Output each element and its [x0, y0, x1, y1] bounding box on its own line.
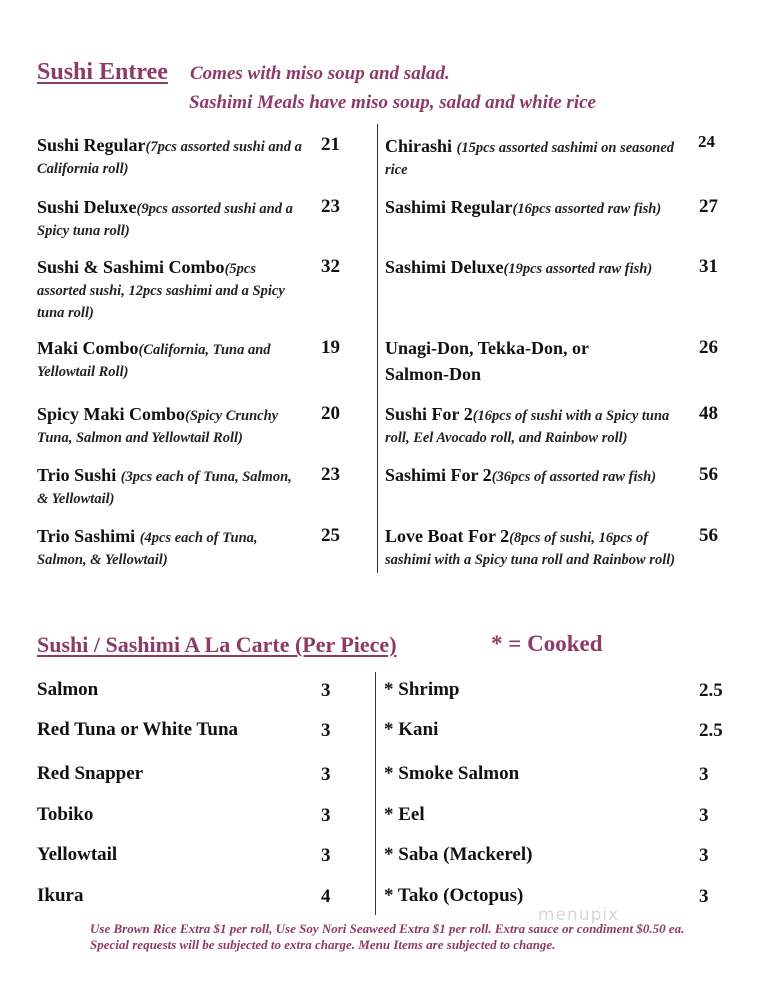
footer-note: Use Brown Rice Extra $1 per roll, Use Soy Nori Seaweed Extra $1 per roll. Extra sauce or condiment $0.50 ea. Special requests will be subjected to extra charge. Menu Items are subjected to change. [90, 921, 685, 952]
entree-item [385, 525, 695, 571]
alacarte-item-price: 3 [321, 680, 331, 701]
alacarte-item-price: 3 [699, 845, 709, 866]
item-desc: (4pcs each of Tuna, Salmon, & Yellowtail) [37, 530, 258, 568]
item-name: Chirashi [385, 136, 457, 156]
entree-item [37, 256, 302, 324]
item-desc: (15pcs assorted sashimi on seasoned rice [385, 140, 675, 178]
item-name: Trio Sashimi [37, 526, 140, 546]
alacarte-item-name: * Smoke Salmon [384, 763, 520, 784]
entree-subtitle-line2: Sashimi Meals have miso soup, salad and white rice [189, 92, 596, 113]
item-price: 23 [321, 464, 340, 485]
entree-item [385, 403, 690, 449]
alacarte-item-name: * Tako (Octopus) [384, 885, 524, 906]
item-desc: (3pcs each of Tuna, Salmon, & Yellowtail) [37, 469, 292, 507]
alacarte-item-name: Red Tuna or White Tuna [37, 719, 239, 740]
entree-item [37, 403, 302, 449]
item-price: 23 [321, 196, 340, 217]
item-name: Sashimi For 2 [385, 465, 492, 485]
entree-item [385, 464, 695, 488]
item-price: 19 [321, 337, 340, 358]
item-desc: (16pcs assorted raw fish) [512, 201, 662, 217]
entree-item [385, 196, 695, 220]
item-desc: (California, Tuna and Yellowtail Roll) [37, 342, 271, 380]
entree-item [37, 134, 312, 180]
alacarte-item-name: * Eel [384, 804, 425, 825]
entree-item [37, 337, 302, 383]
item-desc: (7pcs assorted sushi and a California roll) [37, 139, 302, 177]
item-price: 56 [699, 525, 718, 546]
alacarte-item-price: 3 [321, 720, 331, 741]
entree-item [385, 256, 695, 280]
alacarte-item-price: 3 [699, 805, 709, 826]
column-divider [377, 124, 378, 573]
item-price: 32 [321, 256, 340, 277]
item-price: 48 [699, 403, 718, 424]
item-name: Trio Sushi [37, 465, 121, 485]
alacarte-item-name: Red Snapper [37, 763, 144, 784]
item-price: 20 [321, 403, 340, 424]
alacarte-item-name: Ikura [37, 885, 84, 906]
entree-item [37, 464, 292, 510]
item-name: Sashimi Regular [385, 197, 513, 217]
item-price: 21 [321, 134, 340, 155]
item-name: Love Boat For 2 [385, 526, 510, 546]
item-desc: (Spicy Crunchy Tuna, Salmon and Yellowtail Roll) [37, 408, 279, 446]
item-price: 27 [699, 196, 718, 217]
item-price: 25 [321, 525, 340, 546]
entree-title: Sushi Entree [37, 59, 168, 85]
alacarte-item-price: 3 [699, 886, 709, 907]
alacarte-item-name: Yellowtail [37, 844, 118, 865]
item-desc: (19pcs assorted raw fish) [503, 261, 653, 277]
item-desc: (16pcs of sushi with a Spicy tuna roll, Eel Avocado roll, and Rainbow roll) [385, 408, 670, 446]
alacarte-item-price: 2.5 [699, 720, 723, 741]
alacarte-item-price: 3 [321, 805, 331, 826]
item-desc: (9pcs assorted sushi and a Spicy tuna roll) [37, 201, 293, 239]
column-divider [375, 672, 376, 915]
alacarte-item-price: 4 [321, 886, 331, 907]
item-name: Sushi Regular [37, 135, 146, 155]
item-name: Spicy Maki Combo [37, 404, 186, 424]
item-name: Sushi For 2 [385, 404, 473, 424]
alacarte-item-price: 2.5 [699, 680, 723, 701]
item-desc: (36pcs of assorted raw fish) [491, 469, 657, 485]
item-price: 56 [699, 464, 718, 485]
entree-subtitle-line1: Comes with miso soup and salad. [190, 63, 450, 84]
alacarte-item-name: Salmon [37, 679, 99, 700]
item-price: 24 [698, 132, 715, 151]
entree-item [385, 335, 630, 387]
entree-item [37, 525, 292, 571]
alacarte-item-name: * Shrimp [384, 679, 460, 700]
item-price: 31 [699, 256, 718, 277]
alacarte-item-price: 3 [321, 845, 331, 866]
entree-item [385, 135, 695, 181]
item-name: Maki Combo [37, 338, 139, 358]
item-name: Sashimi Deluxe [385, 257, 504, 277]
item-name: Sushi Deluxe [37, 197, 137, 217]
menupix-watermark: menupix [538, 905, 620, 925]
alacarte-item-price: 3 [321, 764, 331, 785]
item-desc: (8pcs of sushi, 16pcs of sashimi with a Spicy tuna roll and Rainbow roll) [385, 530, 676, 568]
item-name: Sushi & Sashimi Combo [37, 257, 225, 277]
item-name: Unagi-Don, Tekka-Don, or Salmon-Don [385, 338, 589, 384]
alacarte-item-name: * Saba (Mackerel) [384, 844, 533, 865]
alacarte-item-name: * Kani [384, 719, 439, 740]
item-desc: (5pcs assorted sushi, 12pcs sashimi and a Spicy tuna roll) [37, 261, 285, 321]
alacarte-item-name: Tobiko [37, 804, 94, 825]
item-price: 26 [699, 337, 718, 358]
entree-item [37, 196, 312, 242]
alacarte-item-price: 3 [699, 764, 709, 785]
alacarte-title: Sushi / Sashimi A La Carte (Per Piece) [37, 632, 397, 657]
cooked-note: * = Cooked [491, 631, 603, 656]
